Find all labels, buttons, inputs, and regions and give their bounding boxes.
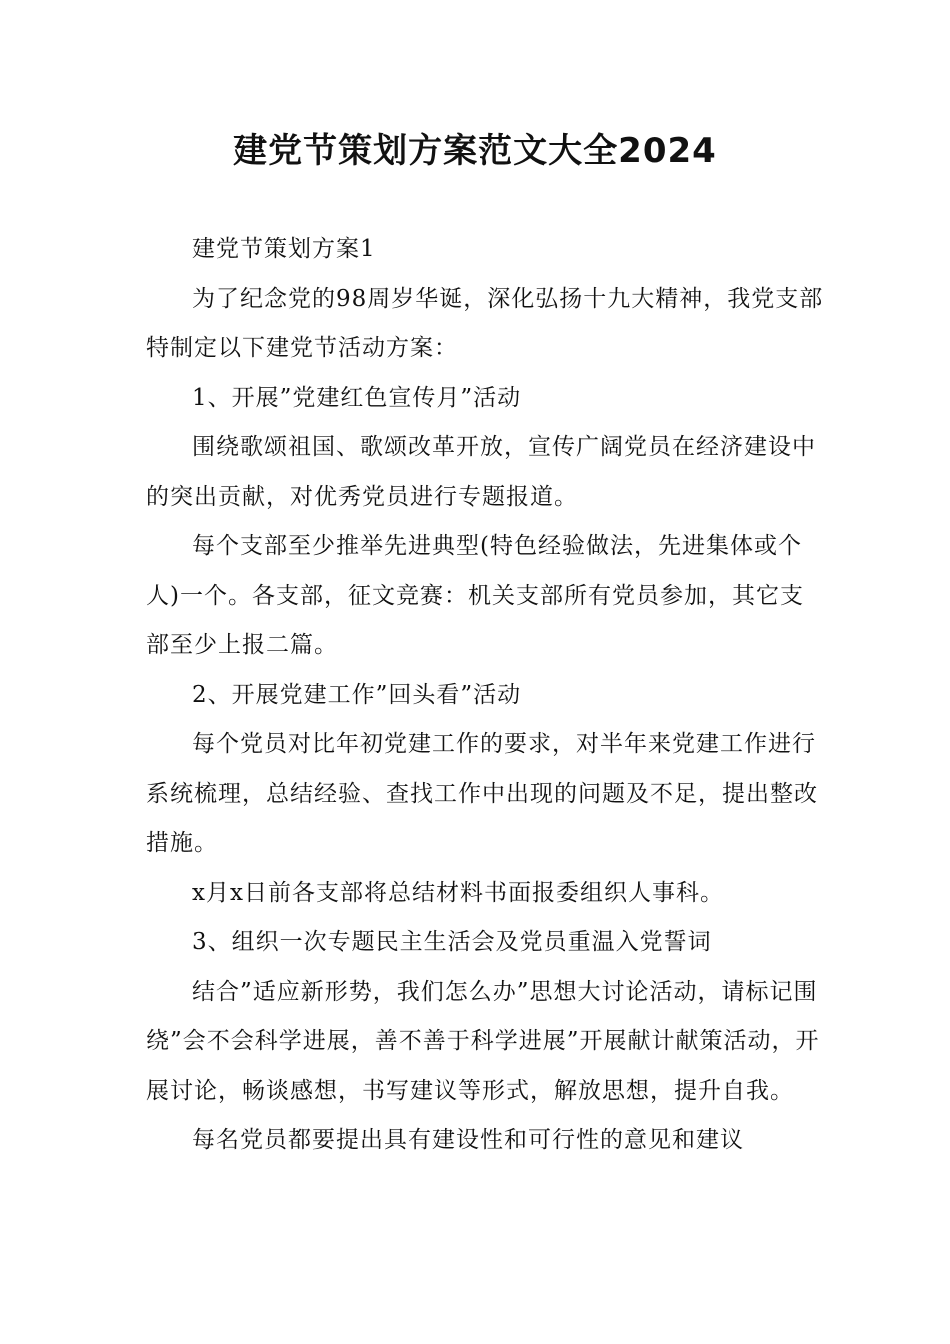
item-heading-2: 2、开展党建工作”回头看”活动: [192, 681, 522, 708]
paragraph-discussion: 结合”适应新形势，我们怎么办”思想大讨论活动，请标记围绕”会不会科学进展，善不善于科学进展”开展献计献策活动，开展讨论，畅谈感想，书写建议等形式，解放思想，提升自我。: [146, 978, 820, 1104]
item-heading-1: 1、开展”党建红色宣传月”活动: [192, 384, 522, 411]
paragraph-deadline: x月x日前各支部将总结材料书面报委组织人事科。: [192, 879, 724, 906]
document-title: 建党节策划方案范文大全2024: [233, 131, 717, 171]
paragraph-suggestions: 每名党员都要提出具有建设性和可行性的意见和建议: [192, 1127, 744, 1153]
section-heading-plan-1: 建党节策划方案1: [192, 236, 376, 262]
paragraph-promotion: 围绕歌颂祖国、歌颂改革开放，宣传广阔党员在经济建设中的突出贡献，对优秀党员进行专题报道。: [146, 434, 816, 510]
item-heading-3: 3、组织一次专题民主生活会及党员重温入党誓词: [192, 929, 712, 955]
paragraph-review: 每个党员对比年初党建工作的要求，对半年来党建工作进行系统梳理，总结经验、查找工作中出现的问题及不足，提出整改措施。: [146, 731, 818, 856]
document-body: [146, 225, 826, 1166]
paragraph-intro: 为了纪念党的98周岁华诞，深化弘扬十九大精神，我党支部特制定以下建党节活动方案：: [146, 285, 824, 361]
paragraph-typical-selection: 每个支部至少推举先进典型(特色经验做法，先进集体或个人)一个。各支部，征文竞赛：机关支部所有党员参加，其它支部至少上报二篇。: [146, 533, 804, 658]
